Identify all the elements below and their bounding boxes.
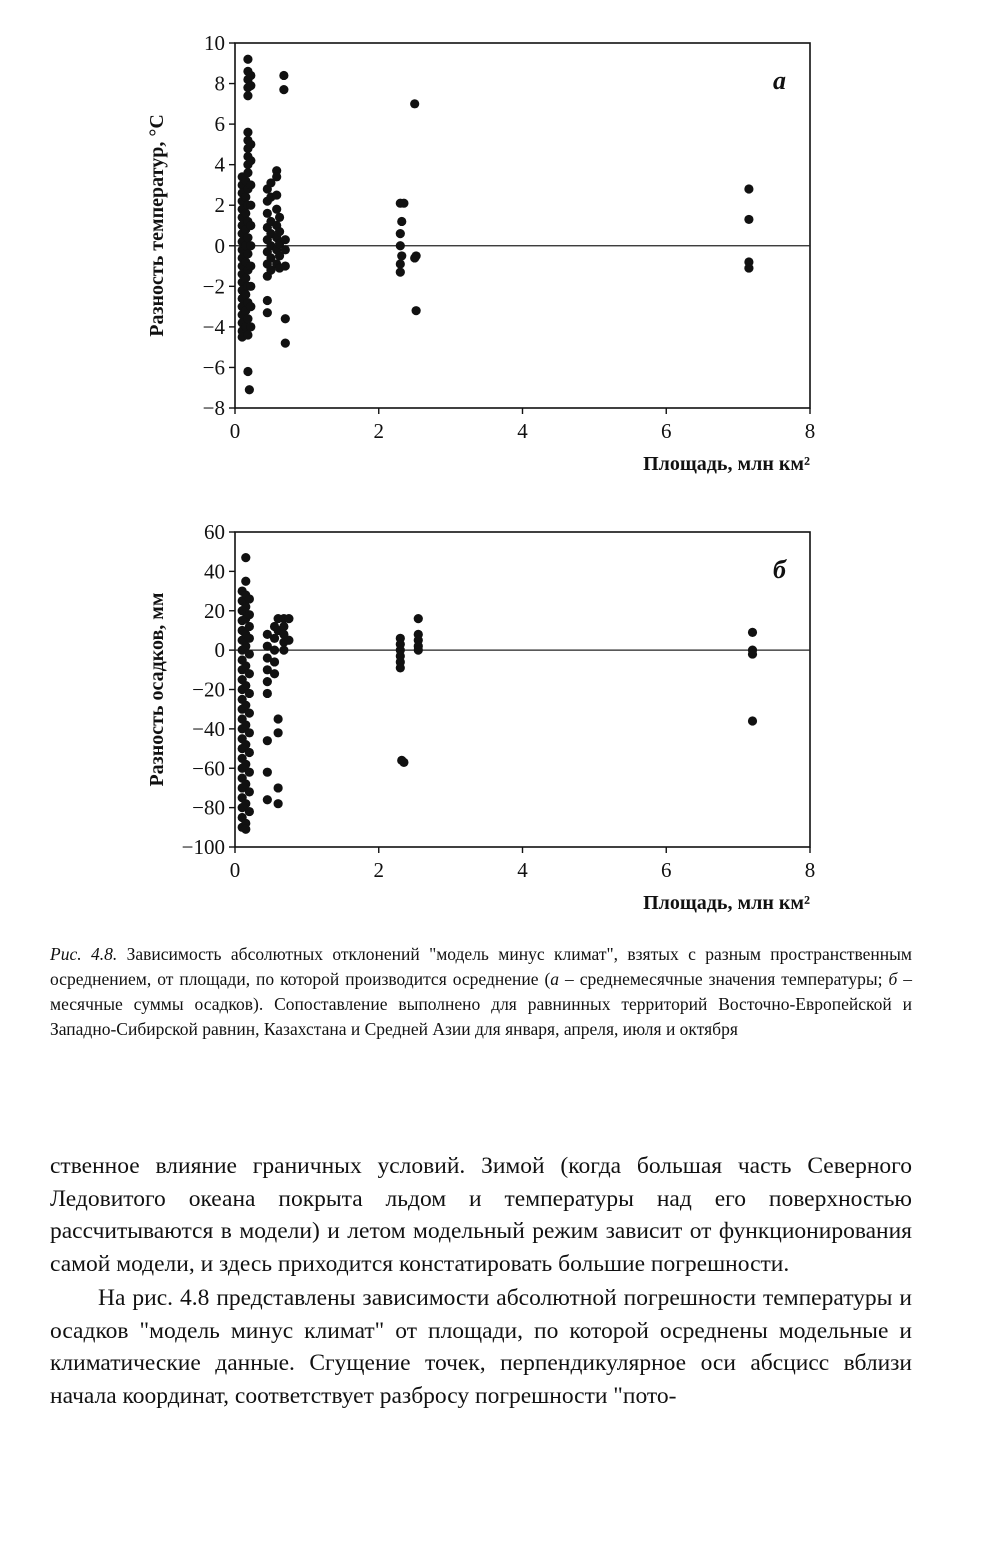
data-point [243, 233, 252, 242]
data-point [246, 302, 255, 311]
data-point [246, 180, 255, 189]
data-point [263, 308, 272, 317]
data-point [241, 193, 250, 202]
data-point [279, 646, 288, 655]
data-point [245, 385, 254, 394]
y-tick-label: 2 [214, 193, 225, 218]
data-point [263, 296, 272, 305]
data-point [399, 758, 408, 767]
data-point [281, 339, 290, 348]
x-tick-label: 8 [804, 858, 816, 882]
precipitation-chart-svg [0, 515, 992, 925]
body-text [50, 1150, 912, 1412]
paragraph-1: ственное влияние граничных условий. Зимой (когда большая часть Северного Ледовитого океана покрыта льдом и температуры над его поверхностью рассчитываются в модели) и летом модельный режим зависит от функционирования самой модели, и здесь приходится констатировать большие погрешности. [50, 1153, 912, 1277]
temperature-chart-svg [0, 20, 992, 490]
x-tick-label: 4 [517, 419, 528, 443]
data-point [270, 646, 279, 655]
data-point [281, 235, 290, 244]
data-point [241, 553, 250, 562]
caption-text-3: – месячные суммы осадков). Сопоставление выполнено для равнинных территорий Восточно-Европейской и Западно-Сибирской равнин, Казахстана и Средней Азии для января, апреля, июля и октября [50, 969, 912, 1039]
data-point [243, 314, 252, 323]
data-point [241, 602, 250, 611]
data-point [245, 622, 254, 631]
x-axis-label: Площадь, млн км² [643, 892, 810, 914]
data-point [246, 282, 255, 291]
data-point [263, 677, 272, 686]
data-point [412, 306, 421, 315]
data-point [274, 783, 283, 792]
data-point [272, 190, 281, 199]
y-tick-label: 8 [214, 71, 225, 96]
data-point [281, 261, 290, 270]
data-point [272, 205, 281, 214]
data-point [241, 720, 250, 729]
data-point [243, 367, 252, 376]
data-point [243, 128, 252, 137]
x-tick-label: 0 [229, 858, 241, 882]
data-point [263, 689, 272, 698]
data-point [245, 649, 254, 658]
data-point [245, 768, 254, 777]
y-tick-label: 0 [214, 233, 225, 258]
y-tick-label: −20 [192, 677, 225, 702]
data-point [241, 209, 250, 218]
data-point [396, 229, 405, 238]
data-point [748, 649, 757, 658]
data-point [241, 577, 250, 586]
data-point [245, 728, 254, 737]
figure-number: Рис. 4.8. [50, 944, 118, 964]
data-point [241, 681, 250, 690]
data-point [246, 261, 255, 270]
data-point [396, 241, 405, 250]
data-point [263, 795, 272, 804]
caption-text-1: Зависимость абсолютных отклонений "модель минус климат", взятых с разным пространственным осреднением, от площади, по которой производится осреднение ( [50, 944, 912, 989]
data-point [245, 689, 254, 698]
y-axis-label: Разность температур, °С [146, 114, 168, 337]
y-tick-label: 4 [214, 152, 225, 177]
data-point [246, 221, 255, 230]
data-point [748, 628, 757, 637]
data-point [272, 172, 281, 181]
x-tick-label: 2 [373, 419, 384, 443]
data-point [748, 716, 757, 725]
data-point [410, 99, 419, 108]
y-tick-label: −8 [202, 396, 225, 420]
x-tick-label: 8 [804, 419, 816, 443]
data-point [241, 825, 250, 834]
data-point [241, 760, 250, 769]
data-point [245, 787, 254, 796]
data-point [241, 701, 250, 710]
data-point [243, 249, 252, 258]
x-tick-label: 4 [517, 858, 528, 882]
data-point [284, 636, 293, 645]
data-point [397, 251, 406, 260]
y-axis-label: Разность осадков, мм [146, 592, 168, 787]
panel-letter: a [773, 66, 786, 95]
y-tick-label: −100 [181, 835, 225, 859]
data-point [241, 290, 250, 299]
data-point [245, 748, 254, 757]
data-point [279, 71, 288, 80]
data-point [270, 634, 279, 643]
data-point [245, 807, 254, 816]
data-point [243, 91, 252, 100]
data-point [241, 642, 250, 651]
data-point [246, 156, 255, 165]
data-point [274, 799, 283, 808]
y-tick-label: −80 [192, 795, 225, 820]
data-point [270, 657, 279, 666]
data-point [744, 215, 753, 224]
data-point [246, 322, 255, 331]
data-point [744, 184, 753, 193]
data-point [243, 330, 252, 339]
y-tick-label: −2 [202, 274, 225, 299]
y-tick-label: 10 [204, 31, 225, 55]
data-point [263, 768, 272, 777]
data-point [275, 213, 284, 222]
plot-frame [235, 43, 810, 408]
data-point [270, 669, 279, 678]
data-point [281, 245, 290, 254]
y-tick-label: 0 [214, 638, 225, 663]
data-point [263, 736, 272, 745]
data-point [241, 779, 250, 788]
data-point [245, 610, 254, 619]
data-point [241, 661, 250, 670]
y-tick-label: −4 [202, 314, 225, 339]
data-point [246, 140, 255, 149]
data-point [414, 614, 423, 623]
data-point [396, 663, 405, 672]
data-point [245, 634, 254, 643]
data-point [241, 274, 250, 283]
data-point [279, 85, 288, 94]
data-point [243, 55, 252, 64]
data-point [281, 314, 290, 323]
data-point [410, 253, 419, 262]
caption-text-2: – среднемесячные значения температуры; [559, 969, 889, 989]
data-point [243, 168, 252, 177]
data-point [246, 71, 255, 80]
caption-letter-b: б [888, 969, 898, 989]
precipitation-chart [0, 515, 992, 925]
data-point [274, 714, 283, 723]
temperature-chart [0, 20, 992, 490]
data-point [241, 799, 250, 808]
data-point [246, 81, 255, 90]
y-tick-label: −6 [202, 355, 225, 380]
y-tick-label: 40 [204, 559, 225, 584]
data-point [263, 209, 272, 218]
y-tick-label: −60 [192, 756, 225, 781]
data-point [246, 201, 255, 210]
data-point [245, 669, 254, 678]
x-axis-label: Площадь, млн км² [643, 453, 810, 475]
paragraph-2: На рис. 4.8 представлены зависимости абсолютной погрешности температуры и осадков "модель минус климат" от площади, по которой осреднены модельные и климатические данные. Сгущение точек, перпендикулярное оси абсцисс вблизи начала координат, соответствует разбросу погрешности "пото- [50, 1285, 912, 1409]
x-tick-label: 2 [373, 858, 384, 882]
data-point [245, 594, 254, 603]
data-point [396, 259, 405, 268]
y-tick-label: 20 [204, 598, 225, 623]
x-tick-label: 6 [661, 419, 672, 443]
figure-caption [50, 942, 912, 1042]
data-point [396, 268, 405, 277]
data-point [279, 622, 288, 631]
x-tick-label: 0 [229, 419, 241, 443]
caption-letter-a: а [550, 969, 560, 989]
plot-frame [235, 532, 810, 847]
x-tick-label: 6 [661, 858, 672, 882]
y-tick-label: 60 [204, 520, 225, 544]
data-point [246, 241, 255, 250]
data-point [744, 263, 753, 272]
panel-letter: б [773, 555, 786, 584]
data-point [414, 646, 423, 655]
data-point [274, 728, 283, 737]
data-point [241, 740, 250, 749]
data-point [399, 199, 408, 208]
data-point [397, 217, 406, 226]
data-point [275, 227, 284, 236]
data-point [284, 614, 293, 623]
y-tick-label: 6 [214, 112, 225, 137]
y-tick-label: −40 [192, 716, 225, 741]
data-point [245, 709, 254, 718]
